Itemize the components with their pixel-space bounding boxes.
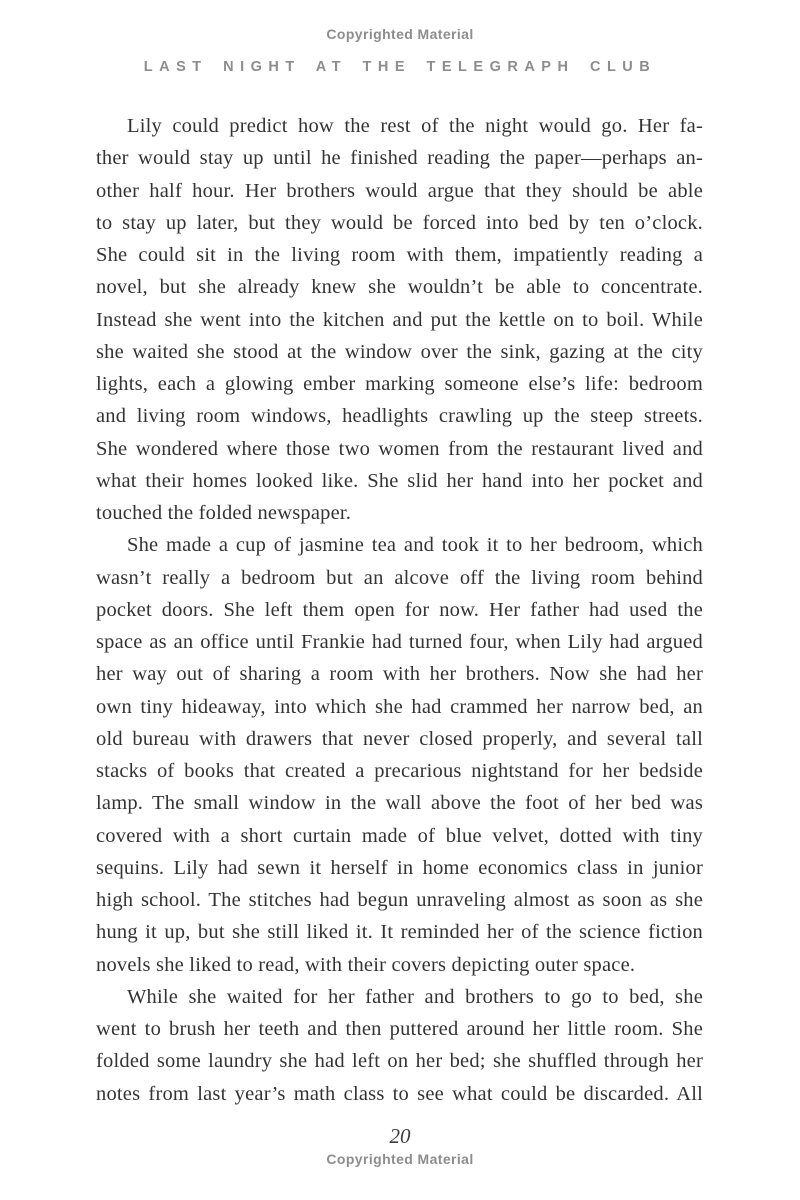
text-line: Lily could predict how the rest of the night would go. Her fa- bbox=[127, 115, 703, 137]
text-line: other half hour. Her brothers would argue that they should be able bbox=[96, 179, 703, 202]
text-line: She made a cup of jasmine tea and took it to her bedroom, which bbox=[127, 534, 703, 557]
text-line: touched the folded newspaper. bbox=[96, 502, 352, 524]
text-line: what their homes looked like. She slid her hand into her pocket and bbox=[96, 469, 703, 492]
text-line: While she waited for her father and brothers to go to bed, she bbox=[127, 985, 703, 1008]
text-line: own tiny hideaway, into which she had crammed her narrow bed, an bbox=[96, 695, 703, 718]
text-line: pocket doors. She left them open for now. Her father had used the bbox=[96, 598, 703, 621]
text-line: to stay up later, but they would be forced into bed by ten o’clock. bbox=[96, 211, 703, 234]
text-line: old bureau with drawers that never closed properly, and several tall bbox=[96, 727, 703, 750]
text-line: Instead she went into the kitchen and put the kettle on to boil. While bbox=[96, 308, 703, 331]
text-line: She could sit in the living room with them, impatiently reading a bbox=[96, 244, 703, 266]
copyright-notice-bottom: Copyrighted Material bbox=[326, 1151, 474, 1167]
text-line: and living room windows, headlights crawling up the steep streets. bbox=[96, 405, 703, 428]
copyright-notice-top: Copyrighted Material bbox=[326, 26, 474, 42]
text-line: lights, each a glowing ember marking someone else’s life: bedroom bbox=[96, 373, 703, 395]
text-line: ther would stay up until he finished reading the paper—perhaps an- bbox=[96, 147, 703, 170]
text-line: stacks of books that created a precarious nightstand for her bedside bbox=[96, 760, 703, 782]
text-line: went to brush her teeth and then puttered around her little room. She bbox=[96, 1018, 703, 1040]
text-line: her way out of sharing a room with her brothers. Now she had her bbox=[96, 663, 703, 686]
text-line: novel, but she already knew she wouldn’t be able to concentrate. bbox=[96, 276, 703, 299]
text-line: space as an office until Frankie had turned four, when Lily had argued bbox=[96, 631, 703, 653]
text-line: sequins. Lily had sewn it herself in home economics class in junior bbox=[96, 856, 703, 879]
text-line: She wondered where those two women from the restaurant lived and bbox=[96, 437, 703, 460]
text-line: high school. The stitches had begun unraveling almost as soon as she bbox=[96, 889, 703, 911]
page-number: 20 bbox=[389, 1124, 411, 1148]
running-header-book-title: LAST NIGHT AT THE TELEGRAPH CLUB bbox=[143, 59, 657, 75]
text-line: wasn’t really a bedroom but an alcove off the living room behind bbox=[96, 566, 703, 589]
text-line: covered with a short curtain made of blue velvet, dotted with tiny bbox=[96, 824, 703, 847]
text-line: novels she liked to read, with their covers depicting outer space. bbox=[96, 953, 636, 976]
text-line: she waited she stood at the window over the sink, gazing at the city bbox=[96, 340, 703, 363]
text-line: notes from last year’s math class to see what could be discarded. All bbox=[96, 1082, 703, 1105]
page-text bbox=[96, 110, 703, 1110]
text-line: lamp. The small window in the wall above the foot of her bed was bbox=[96, 792, 703, 815]
text-line: hung it up, but she still liked it. It reminded her of the science fiction bbox=[96, 921, 703, 944]
text-line: folded some laundry she had left on her bed; she shuffled through her bbox=[96, 1050, 703, 1073]
